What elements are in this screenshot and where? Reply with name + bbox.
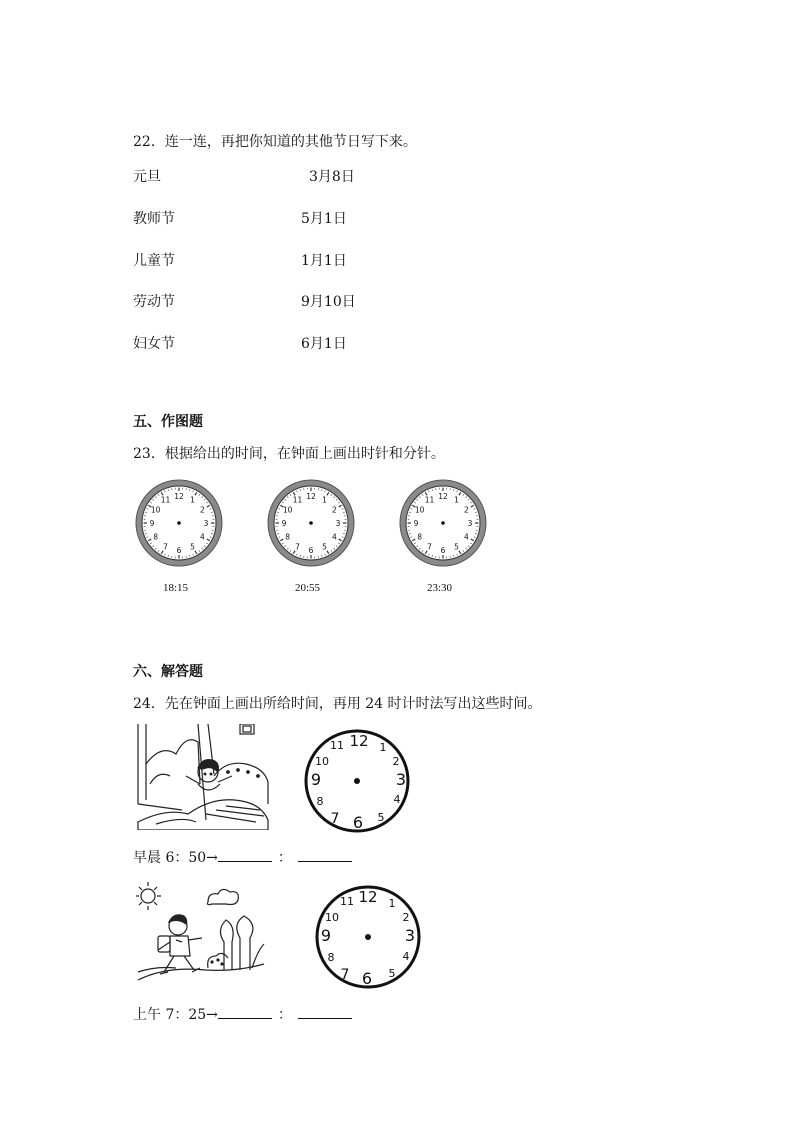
clock-number: 12: [174, 492, 184, 501]
date-label[interactable]: 9月10日: [301, 294, 356, 310]
clock-number: 11: [160, 495, 171, 505]
hour-answer-blank[interactable]: [218, 849, 272, 862]
clock-number: 7: [340, 967, 350, 983]
clock-number: 8: [327, 951, 335, 964]
clock-number: 2: [463, 505, 469, 515]
holiday-label[interactable]: 儿童节: [133, 253, 175, 269]
clock-number: 2: [402, 911, 410, 924]
time-label: 23:30: [427, 582, 453, 594]
given-time-label: 早晨 6：50→: [133, 850, 218, 866]
clock-number: 4: [463, 532, 469, 542]
question-22-title: 22．连一连，再把你知道的其他节日写下来。: [133, 134, 417, 150]
clock-number: 1: [379, 741, 387, 754]
clock-number: 11: [292, 495, 303, 505]
clock-number: 11: [424, 495, 435, 505]
holiday-label[interactable]: 劳动节: [133, 294, 175, 310]
colon-separator: ：: [277, 1007, 292, 1023]
clock-number: 3: [335, 519, 341, 528]
clock-number: 1: [322, 495, 327, 505]
clock-number: 10: [414, 505, 425, 515]
clock-number: 8: [285, 532, 291, 542]
clock-number: 3: [467, 519, 473, 528]
clock-number: 6: [440, 546, 446, 555]
date-label[interactable]: 6月1日: [301, 336, 347, 352]
clock-center: [177, 521, 181, 525]
section-6-title: 六、解答题: [133, 664, 203, 680]
wake-up-illustration: [136, 724, 270, 830]
clock-number: 6: [352, 813, 364, 832]
clock-number: 3: [404, 926, 416, 945]
clock-number: 8: [417, 532, 423, 542]
date-label[interactable]: 1月1日: [301, 253, 347, 269]
clock-number: 2: [331, 505, 337, 515]
clock-number: 11: [330, 739, 344, 752]
holiday-label[interactable]: 教师节: [133, 211, 175, 227]
clock-center: [365, 934, 371, 940]
clock-number: 3: [395, 770, 407, 789]
clock-number: 8: [316, 795, 324, 808]
clock-number: 9: [281, 519, 287, 528]
hour-answer-blank[interactable]: [218, 1006, 272, 1019]
clock-number: 10: [315, 755, 329, 768]
clock-number: 12: [438, 492, 448, 501]
clock-number: 4: [199, 532, 205, 542]
clock-number: 7: [163, 542, 168, 552]
clock-number: 3: [203, 519, 209, 528]
clock-number: 10: [325, 911, 339, 924]
clock-number: 2: [199, 505, 205, 515]
clock-number: 7: [330, 811, 340, 827]
clock-number: 5: [322, 542, 327, 552]
clock-number: 4: [331, 532, 337, 542]
clock-face-large-2[interactable]: [314, 884, 422, 990]
clock-number: 10: [282, 505, 293, 515]
clock-number: 12: [349, 732, 369, 750]
clock-number: 12: [358, 888, 378, 906]
clock-number: 5: [454, 542, 459, 552]
clock-number: 2: [392, 755, 400, 768]
clock-number: 5: [388, 967, 396, 980]
clock-center: [441, 521, 445, 525]
holiday-label[interactable]: 元旦: [133, 169, 161, 185]
clock-number: 5: [377, 811, 385, 824]
answer-line-1: [133, 847, 352, 867]
date-label[interactable]: 5月1日: [301, 211, 347, 227]
clock-number: 4: [393, 793, 401, 806]
minute-answer-blank[interactable]: [298, 849, 352, 862]
clock-number: 5: [190, 542, 195, 552]
clock-center: [309, 521, 313, 525]
clock-face-large-1[interactable]: [303, 728, 411, 834]
school-illustration: [136, 880, 266, 984]
clock-number: 9: [310, 770, 322, 789]
clock-number: 7: [295, 542, 300, 552]
clock-number: 10: [150, 505, 161, 515]
clock-number: 7: [427, 542, 432, 552]
clock-number: 9: [320, 926, 332, 945]
clock-number: 8: [153, 532, 159, 542]
clock-number: 6: [176, 546, 182, 555]
clock-number: 6: [308, 546, 314, 555]
minute-answer-blank[interactable]: [298, 1006, 352, 1019]
clock-number: 6: [361, 969, 373, 988]
clock-number: 11: [340, 895, 354, 908]
time-label: 18:15: [163, 582, 189, 594]
question-24-title: 24．先在钟面上画出所给时间，再用 24 时计时法写出这些时间。: [133, 696, 542, 712]
clock-number: 9: [149, 519, 155, 528]
clock-number: 4: [402, 950, 410, 963]
clock-face-2[interactable]: [266, 478, 356, 568]
clock-face-1[interactable]: [134, 478, 224, 568]
clock-face-3[interactable]: [398, 478, 488, 568]
question-23-title: 23．根据给出的时间，在钟面上画出时针和分针。: [133, 446, 445, 462]
clock-number: 9: [413, 519, 419, 528]
clock-number: 1: [388, 897, 396, 910]
colon-separator: ：: [277, 850, 292, 866]
section-5-title: 五、作图题: [133, 414, 203, 430]
time-label: 20:55: [295, 582, 321, 594]
given-time-label: 上午 7：25→: [133, 1007, 218, 1023]
clock-number: 1: [454, 495, 459, 505]
clock-center: [354, 778, 360, 784]
answer-line-2: [133, 1004, 352, 1024]
clock-number: 1: [190, 495, 195, 505]
holiday-label[interactable]: 妇女节: [133, 336, 175, 352]
date-label[interactable]: 3月8日: [309, 169, 355, 185]
clock-number: 12: [306, 492, 316, 501]
